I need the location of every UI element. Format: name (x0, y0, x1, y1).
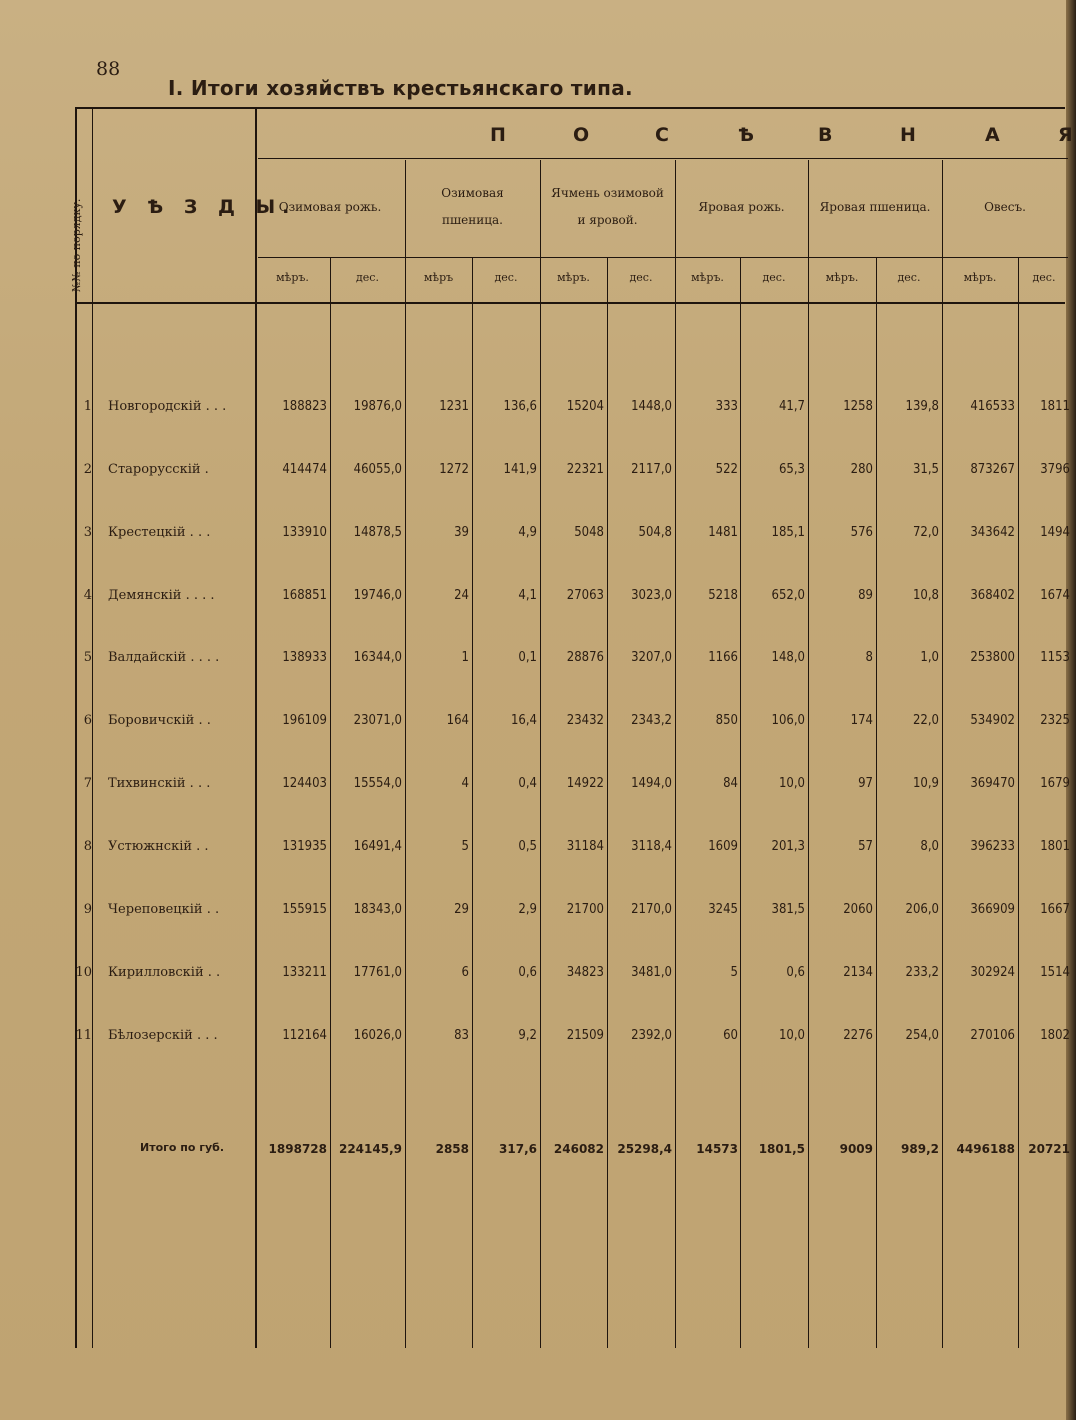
table-cell: 280 (850, 462, 873, 477)
table-cell: 27063 (566, 588, 604, 603)
row-number: 9 (83, 902, 92, 917)
crop-header: Яровая рожь. (698, 200, 785, 214)
unit-label: дес. (897, 271, 921, 284)
spaced-title-letter: С (655, 124, 669, 146)
table-cell: 196109 (282, 713, 327, 728)
table-cell: 366909 (970, 902, 1015, 917)
unit-label: дес. (494, 271, 518, 284)
table-cell: 34823 (566, 965, 604, 980)
table-cell: 850 (715, 713, 738, 728)
table-cell: 8,0 (920, 839, 939, 854)
table-cell: 131935 (282, 839, 327, 854)
spaced-title-letter: О (573, 124, 590, 146)
table-cell: 2117,0 (631, 462, 672, 477)
table-cell: 21700 (566, 902, 604, 917)
table-cell: 368402 (970, 588, 1015, 603)
table-cell: 2325 (1040, 713, 1070, 728)
table-cell: 16344,0 (353, 650, 402, 665)
total-cell: 1801,5 (758, 1142, 805, 1156)
table-cell: 155915 (282, 902, 327, 917)
table-cell: 174 (850, 713, 873, 728)
table-cell: 139,8 (905, 399, 939, 414)
table-cell: 1679 (1040, 776, 1070, 791)
table-cell: 185,1 (771, 525, 805, 540)
table-cell: 416533 (970, 399, 1015, 414)
table-cell: 2392,0 (631, 1028, 672, 1043)
total-cell: 20721 (1028, 1142, 1070, 1156)
table-cell: 148,0 (771, 650, 805, 665)
total-cell: 25298,4 (617, 1142, 672, 1156)
table-cell: 19746,0 (353, 588, 402, 603)
table-cell: 233,2 (905, 965, 939, 980)
table-cell: 41,7 (778, 399, 805, 414)
district-name: Валдайскій . . . . (108, 650, 220, 665)
table-cell: 2060 (843, 902, 873, 917)
district-name: Демянскій . . . . (108, 588, 215, 603)
table-cell: 302924 (970, 965, 1015, 980)
district-name: Крестецкій . . . (108, 525, 211, 540)
table-cell: 3023,0 (631, 588, 672, 603)
unit-label: дес. (1032, 271, 1056, 284)
table-cell: 1674 (1040, 588, 1070, 603)
district-name: Новгородскій . . . (108, 399, 227, 414)
table-cell: 504,8 (638, 525, 672, 540)
district-name: Боровичскій . . (108, 713, 211, 728)
table-cell: 6 (461, 965, 469, 980)
table-cell: 17761,0 (353, 965, 402, 980)
table-cell: 168851 (282, 588, 327, 603)
crop-header: Ячмень озимовой и яровой. (551, 186, 664, 227)
table-cell: 1494 (1040, 525, 1070, 540)
table-cell: 1153 (1040, 650, 1070, 665)
table-cell: 1,0 (920, 650, 939, 665)
unit-label: мѣръ. (557, 271, 590, 284)
total-cell: 317,6 (499, 1142, 537, 1156)
table-cell: 16026,0 (353, 1028, 402, 1043)
column-rule (540, 160, 541, 1348)
row-number: 8 (83, 839, 92, 854)
header-bottom-rule (75, 302, 1065, 304)
table-cell: 1801 (1040, 839, 1070, 854)
table-cell: 1448,0 (631, 399, 672, 414)
unit-label: мѣръ. (963, 271, 997, 284)
table-cell: 57 (858, 839, 873, 854)
crop-header: Озимовая пшеница. (441, 186, 504, 227)
table-cell: 1667 (1040, 902, 1070, 917)
spaced-title-letter: В (818, 124, 833, 146)
table-cell: 15204 (566, 399, 604, 414)
table-cell: 396233 (970, 839, 1015, 854)
table-cell: 206,0 (905, 902, 939, 917)
column-rule (75, 108, 77, 1348)
table-cell: 89 (858, 588, 873, 603)
table-cell: 201,3 (771, 839, 805, 854)
row-number: 6 (83, 713, 92, 728)
table-cell: 873267 (970, 462, 1015, 477)
table-cell: 16,4 (510, 713, 537, 728)
unit-label: мѣръ. (276, 271, 309, 284)
table-cell: 164 (446, 713, 469, 728)
table-cell: 15554,0 (353, 776, 402, 791)
unit-label: дес. (629, 271, 653, 284)
table-cell: 10,8 (912, 588, 939, 603)
table-cell: 2170,0 (631, 902, 672, 917)
column-rule (607, 258, 608, 1348)
spaced-title-rule (258, 158, 1068, 159)
table-cell: 1514 (1040, 965, 1070, 980)
table-cell: 414474 (282, 462, 327, 477)
unit-label: дес. (356, 271, 379, 284)
table-cell: 5218 (708, 588, 738, 603)
table-cell: 0,4 (518, 776, 537, 791)
table-cell: 534902 (970, 713, 1015, 728)
table-cell: 3796 (1040, 462, 1070, 477)
page-number: 88 (96, 58, 121, 80)
table-cell: 136,6 (503, 399, 537, 414)
table-cell: 652,0 (771, 588, 805, 603)
column-rule (1018, 258, 1019, 1348)
table-cell: 112164 (282, 1028, 327, 1043)
table-cell: 133211 (282, 965, 327, 980)
total-cell: 2858 (435, 1142, 469, 1156)
row-number-header: №№ по порядку. (70, 198, 83, 292)
column-rule (330, 258, 331, 1348)
district-name: Тихвинскій . . . (108, 776, 211, 791)
page-title: I. Итоги хозяйствъ крестьянскаго типа. (168, 76, 633, 100)
table-cell: 23432 (566, 713, 604, 728)
table-cell: 2134 (843, 965, 873, 980)
table-cell: 31184 (566, 839, 604, 854)
row-number: 2 (83, 462, 92, 477)
table-cell: 1272 (439, 462, 469, 477)
table-cell: 0,6 (518, 965, 537, 980)
table-cell: 270106 (970, 1028, 1015, 1043)
crop-rule (258, 257, 1068, 258)
table-cell: 576 (850, 525, 873, 540)
table-cell: 29 (454, 902, 469, 917)
table-cell: 22,0 (912, 713, 939, 728)
row-number: 11 (75, 1028, 92, 1043)
table-cell: 133910 (282, 525, 327, 540)
table-cell: 14878,5 (353, 525, 402, 540)
crop-header: Овесъ. (984, 200, 1026, 214)
table-cell: 2,9 (518, 902, 537, 917)
top-rule (75, 107, 1065, 109)
table-cell: 39 (454, 525, 469, 540)
table-cell: 1609 (708, 839, 738, 854)
row-number: 5 (83, 650, 92, 665)
crop-header: Яровая пшеница. (819, 200, 931, 214)
column-rule (740, 258, 741, 1348)
table-cell: 0,5 (518, 839, 537, 854)
table-cell: 1 (461, 650, 469, 665)
table-cell: 10,0 (778, 776, 805, 791)
spaced-title-letter: Я (1058, 124, 1073, 146)
table-cell: 1231 (439, 399, 469, 414)
column-rule (405, 160, 406, 1348)
table-cell: 72,0 (912, 525, 939, 540)
districts-header: У Ѣ З Д Ы. (112, 196, 297, 218)
total-cell: 14573 (696, 1142, 738, 1156)
column-rule (92, 108, 93, 1348)
table-cell: 369470 (970, 776, 1015, 791)
table-cell: 4 (461, 776, 469, 791)
table-cell: 254,0 (905, 1028, 939, 1043)
table-cell: 3245 (708, 902, 738, 917)
table-cell: 333 (715, 399, 738, 414)
table-cell: 22321 (566, 462, 604, 477)
table-cell: 0,6 (786, 965, 805, 980)
unit-label: дес. (762, 271, 786, 284)
table-cell: 5 (461, 839, 469, 854)
column-rule (255, 108, 257, 1348)
table-cell: 60 (723, 1028, 738, 1043)
table-cell: 253800 (970, 650, 1015, 665)
table-cell: 0,1 (518, 650, 537, 665)
total-cell: 9009 (839, 1142, 873, 1156)
table-cell: 522 (715, 462, 738, 477)
table-cell: 188823 (282, 399, 327, 414)
table-cell: 5 (730, 965, 738, 980)
column-rule (942, 160, 943, 1348)
spaced-title-letter: П (490, 124, 506, 146)
table-cell: 343642 (970, 525, 1015, 540)
column-rule (675, 160, 676, 1348)
table-cell: 46055,0 (353, 462, 402, 477)
table-cell: 97 (858, 776, 873, 791)
table-cell: 1166 (708, 650, 738, 665)
table-cell: 10,9 (912, 776, 939, 791)
page-edge-shadow (1066, 0, 1076, 1420)
row-number: 3 (83, 525, 92, 540)
unit-label: мѣръ. (825, 271, 859, 284)
total-cell: 1898728 (268, 1142, 327, 1156)
table-cell: 141,9 (503, 462, 537, 477)
table-cell: 4,1 (518, 588, 537, 603)
spaced-title-letter: А (985, 124, 1000, 146)
table-cell: 4,9 (518, 525, 537, 540)
table-cell: 28876 (566, 650, 604, 665)
table-cell: 19876,0 (353, 399, 402, 414)
district-name: Кирилловскій . . (108, 965, 221, 980)
total-cell: 224145,9 (338, 1142, 402, 1156)
table-cell: 5048 (574, 525, 604, 540)
unit-label: мѣръ. (691, 271, 724, 284)
table-cell: 24 (454, 588, 469, 603)
table-cell: 381,5 (771, 902, 805, 917)
table-cell: 3481,0 (631, 965, 672, 980)
district-name: Устюжнскій . . (108, 839, 209, 854)
table-cell: 21509 (566, 1028, 604, 1043)
table-cell: 106,0 (771, 713, 805, 728)
table-cell: 2343,2 (631, 713, 672, 728)
table-cell: 1481 (708, 525, 738, 540)
table-cell: 3207,0 (631, 650, 672, 665)
total-cell: 989,2 (901, 1142, 939, 1156)
table-cell: 3118,4 (631, 839, 672, 854)
crop-header: Озимовая рожь. (278, 200, 382, 214)
column-rule (472, 258, 473, 1348)
table-cell: 1802 (1040, 1028, 1070, 1043)
district-name: Череповецкій . . (108, 902, 220, 917)
table-cell: 31,5 (912, 462, 939, 477)
table-cell: 16491,4 (353, 839, 402, 854)
district-name: Старорусскій . (108, 462, 209, 477)
table-cell: 1258 (843, 399, 873, 414)
row-number: 1 (83, 399, 92, 414)
total-cell: 246082 (553, 1142, 604, 1156)
table-cell: 83 (454, 1028, 469, 1043)
total-cell: 4496188 (956, 1142, 1015, 1156)
table-cell: 14922 (566, 776, 604, 791)
total-label: Итого по губ. (140, 1141, 225, 1154)
spaced-title-letter: Н (900, 124, 916, 146)
unit-label: мѣръ (423, 271, 454, 284)
table-cell: 9,2 (518, 1028, 537, 1043)
table-cell: 2276 (843, 1028, 873, 1043)
table-cell: 1494,0 (631, 776, 672, 791)
table-cell: 8 (865, 650, 873, 665)
table-cell: 138933 (282, 650, 327, 665)
table-cell: 23071,0 (353, 713, 402, 728)
column-rule (808, 160, 809, 1348)
table-cell: 1811 (1040, 399, 1070, 414)
table-cell: 124403 (282, 776, 327, 791)
table-cell: 10,0 (778, 1028, 805, 1043)
column-rule (876, 258, 877, 1348)
row-number: 4 (83, 588, 92, 603)
table-cell: 18343,0 (353, 902, 402, 917)
row-number: 10 (75, 965, 92, 980)
row-number: 7 (83, 776, 92, 791)
table-cell: 65,3 (778, 462, 805, 477)
district-name: Бѣлозерскій . . . (108, 1028, 218, 1043)
spaced-title-letter: Ѣ (738, 124, 754, 146)
table-cell: 84 (723, 776, 738, 791)
